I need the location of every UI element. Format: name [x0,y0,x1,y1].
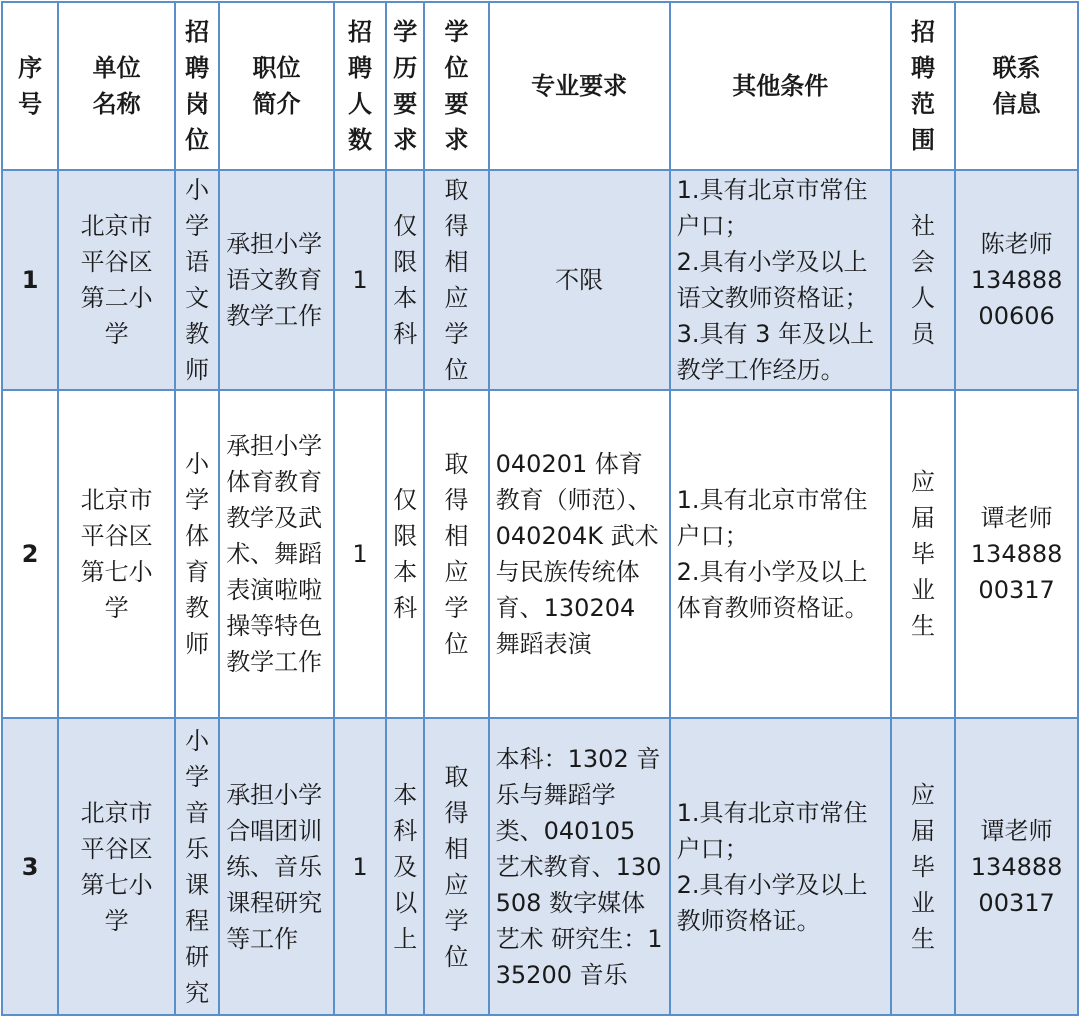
recruitment-table [1,1,1079,1016]
cell-contact: 谭老师 13488800317 [955,390,1078,718]
cell-intro: 承担小学体育教育教学及武术、舞蹈表演啦啦操等特色教学工作 [219,390,334,718]
header-row [2,2,1078,170]
header-post: 招聘岗位 [175,2,219,170]
header-unit: 单位名称 [58,2,175,170]
cell-count: 1 [334,390,386,718]
cell-post: 小学语文教师 [175,170,219,390]
header-degree: 学位要求 [424,2,488,170]
cell-education: 仅限本科 [386,390,424,718]
cell-major: 040201 体育教育（师范）、040204K 武术与民族传统体育、130204 舞蹈表演 [489,390,670,718]
cell-count: 1 [334,170,386,390]
header-intro: 职位简介 [219,2,334,170]
header-education: 学历要求 [386,2,424,170]
cell-count: 1 [334,718,386,1015]
header-other: 其他条件 [670,2,891,170]
cell-degree: 取得相应学位 [424,170,488,390]
cell-other: 1.具有北京市常住户口； 2.具有小学及以上语文教师资格证； 3.具有 3 年及以上教学工作经历。 [670,170,891,390]
cell-scope: 应届毕业生 [891,390,955,718]
cell-no: 2 [2,390,58,718]
cell-degree: 取得相应学位 [424,718,488,1015]
cell-scope: 社会人员 [891,170,955,390]
cell-major: 不限 [489,170,670,390]
header-scope: 招聘范围 [891,2,955,170]
cell-major: 本科：1302 音乐与舞蹈学类、040105 艺术教育、130508 数字媒体艺术 研究生：135200 音乐 [489,718,670,1015]
cell-other: 1.具有北京市常住户口； 2.具有小学及以上教师资格证。 [670,718,891,1015]
cell-contact: 陈老师 13488800606 [955,170,1078,390]
header-no: 序号 [2,2,58,170]
cell-intro: 承担小学语文教育教学工作 [219,170,334,390]
cell-degree: 取得相应学位 [424,390,488,718]
cell-unit: 北京市平谷区第七小学 [58,718,175,1015]
table-row [2,718,1078,1015]
cell-unit: 北京市平谷区第二小学 [58,170,175,390]
cell-education: 仅限本科 [386,170,424,390]
table-row [2,390,1078,718]
header-major: 专业要求 [489,2,670,170]
cell-post: 小学体育教师 [175,390,219,718]
cell-unit: 北京市平谷区第七小学 [58,390,175,718]
cell-post: 小学音乐课程研究 [175,718,219,1015]
header-contact: 联系信息 [955,2,1078,170]
cell-no: 1 [2,170,58,390]
header-count: 招聘人数 [334,2,386,170]
cell-scope: 应届毕业生 [891,718,955,1015]
cell-no: 3 [2,718,58,1015]
cell-education: 本科及以上 [386,718,424,1015]
cell-contact: 谭老师 13488800317 [955,718,1078,1015]
cell-intro: 承担小学合唱团训练、音乐课程研究等工作 [219,718,334,1015]
cell-other: 1.具有北京市常住户口； 2.具有小学及以上体育教师资格证。 [670,390,891,718]
table-row [2,170,1078,390]
